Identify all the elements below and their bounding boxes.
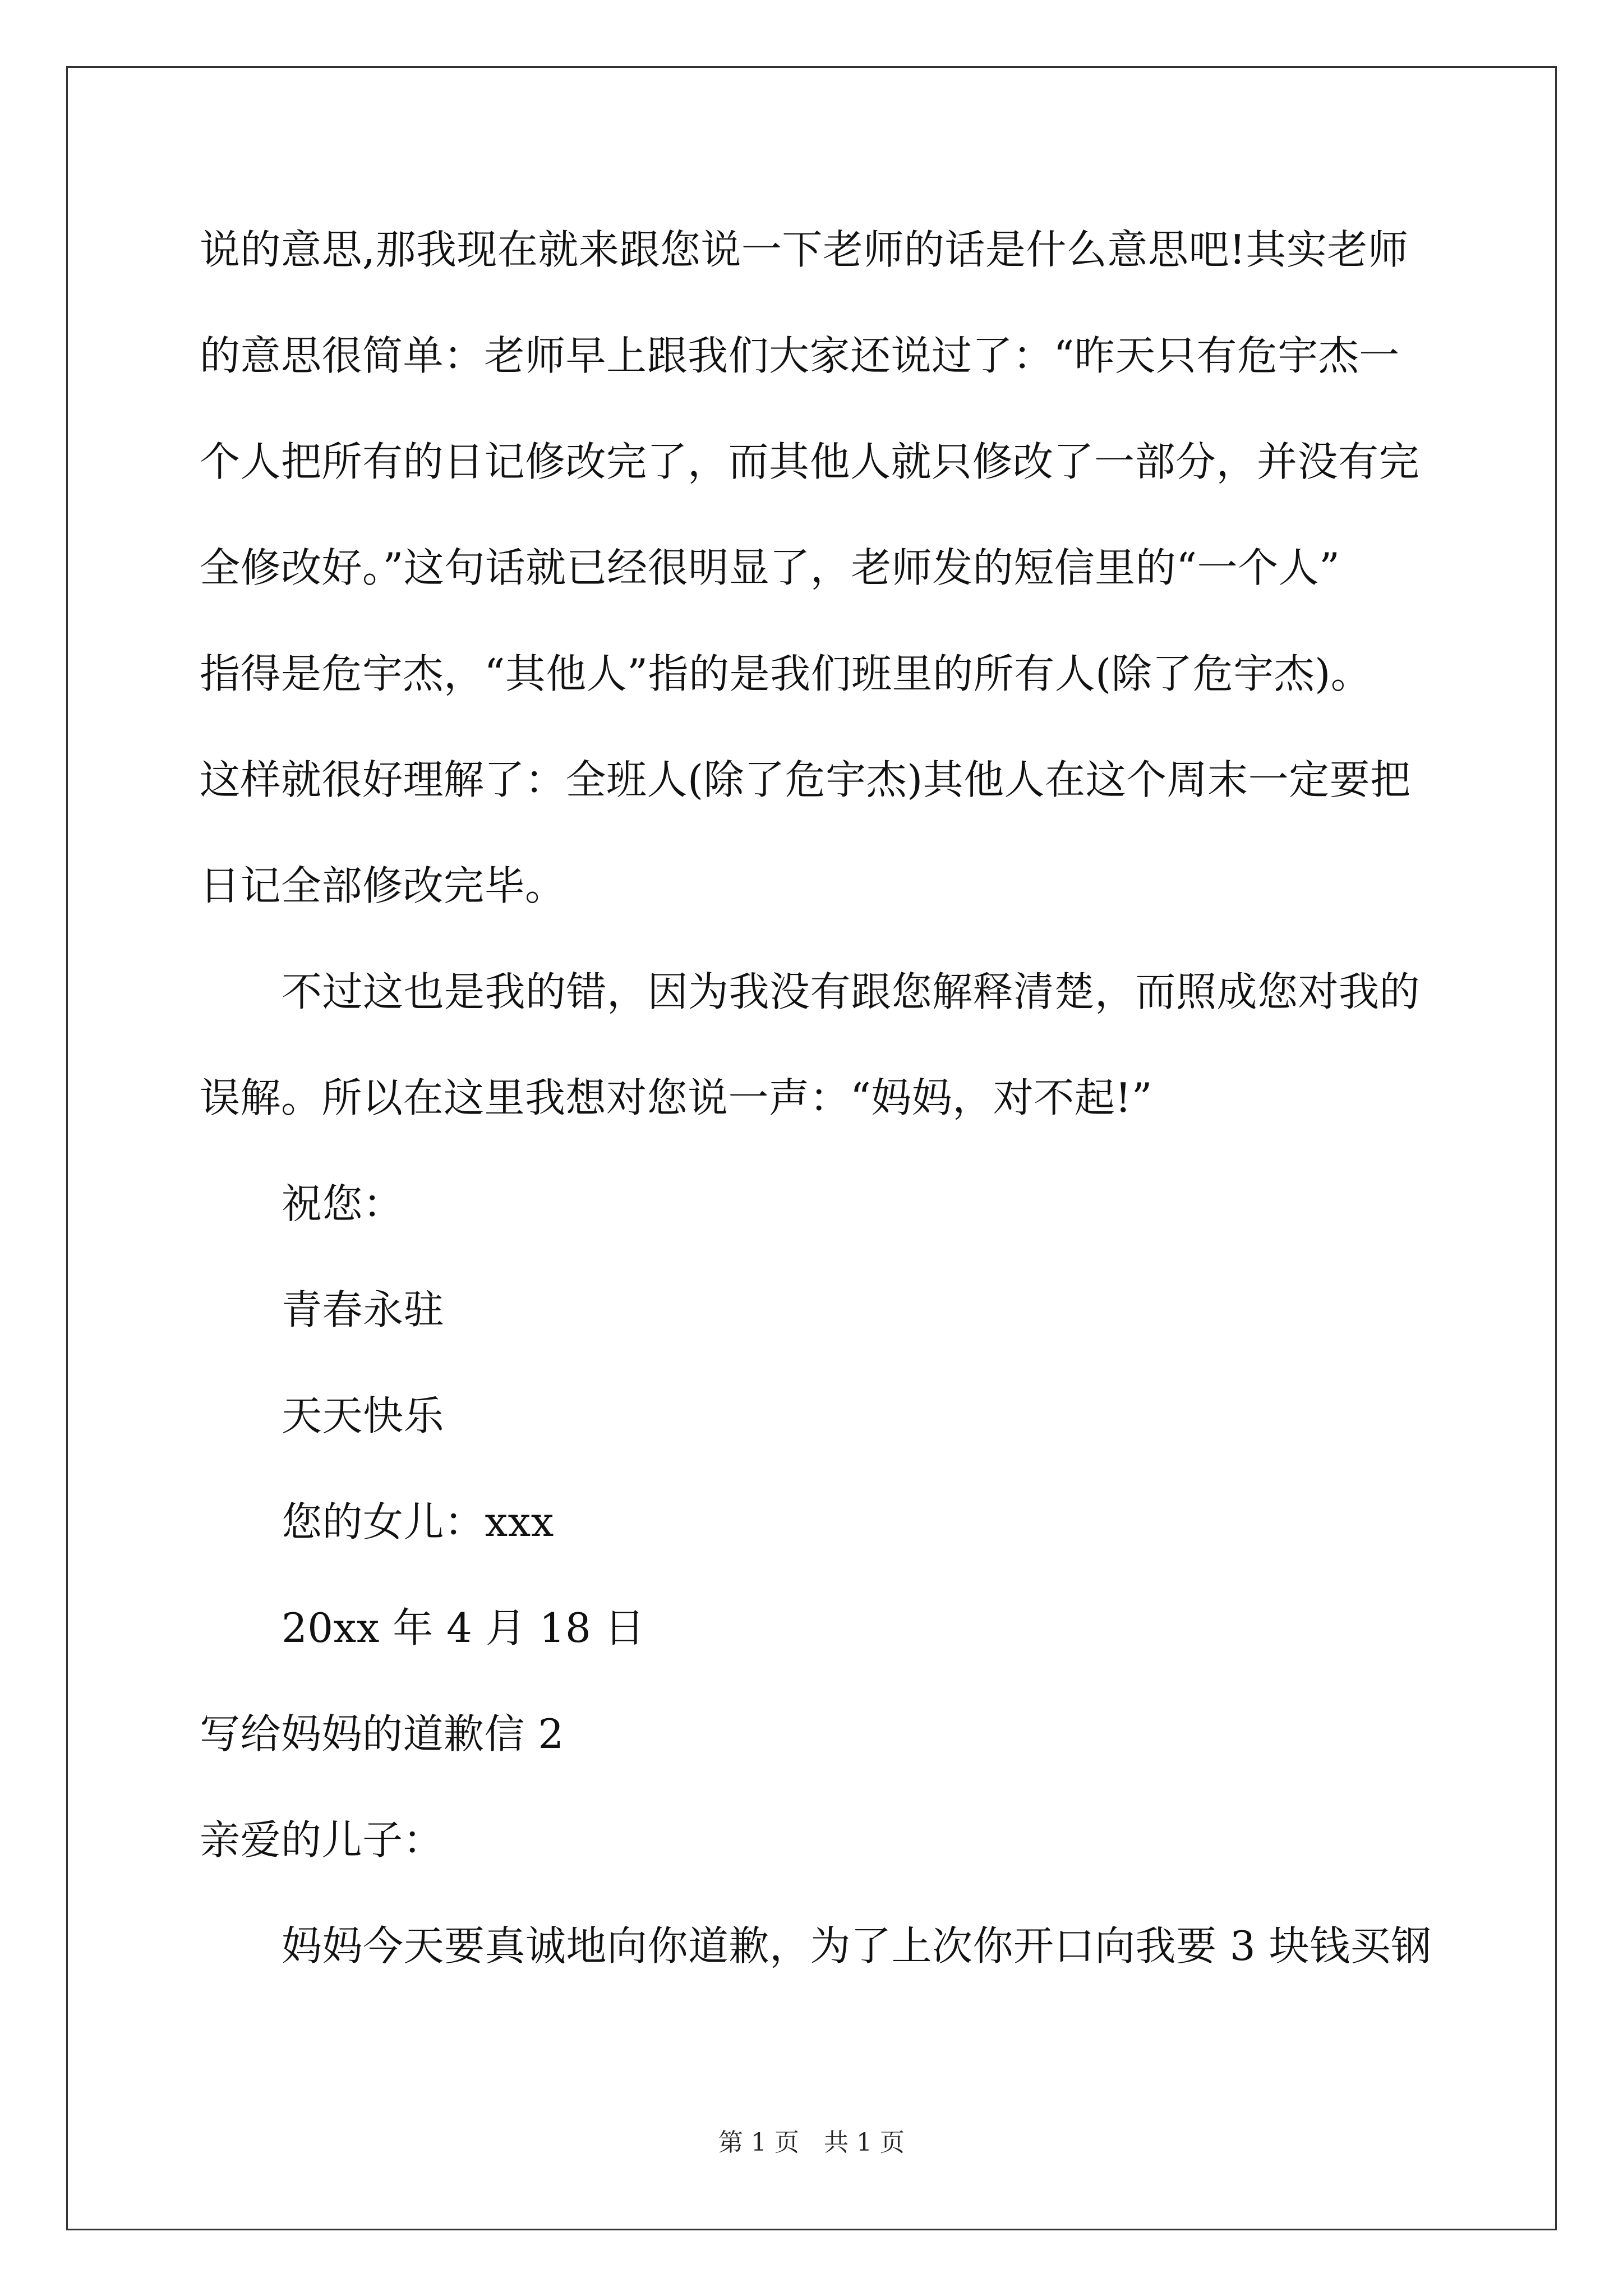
paragraph-start-line: 妈妈今天要真诚地向你道歉，为了上次你开口向我要 3 块钱买钢 bbox=[282, 1922, 1432, 1970]
text-line: 这样就很好理解了：全班人(除了危宇杰)其他人在这个周末一定要把 bbox=[200, 756, 1411, 803]
wish-line: 青春永驻 bbox=[282, 1286, 445, 1333]
text-line: 个人把所有的日记修改完了，而其他人就只修改了一部分，并没有完 bbox=[200, 438, 1420, 485]
page-border bbox=[66, 66, 1557, 2230]
paragraph-start-line: 不过这也是我的错，因为我没有跟您解释清楚，而照成您对我的 bbox=[282, 968, 1421, 1015]
wish-line: 天天快乐 bbox=[282, 1392, 445, 1439]
text-line: 误解。所以在这里我想对您说一声：“妈妈，对不起!” bbox=[200, 1074, 1153, 1121]
section-heading: 写给妈妈的道歉信 2 bbox=[200, 1710, 564, 1757]
text-line: 日记全部修改完毕。 bbox=[200, 862, 566, 909]
salutation-line: 祝您： bbox=[282, 1180, 404, 1227]
page-footer: 第 1 页 共 1 页 bbox=[718, 2128, 905, 2157]
text-line: 全修改好。”这句话就已经很明显了，老师发的短信里的“一个人” bbox=[200, 544, 1340, 591]
text-line: 说的意思,那我现在就来跟您说一下老师的话是什么意思吧!其实老师 bbox=[200, 226, 1409, 273]
signature-line: 您的女儿：xxx bbox=[282, 1498, 554, 1545]
greeting-line: 亲爱的儿子： bbox=[200, 1816, 444, 1864]
text-line: 指得是危宇杰，“其他人”指的是我们班里的所有人(除了危宇杰)。 bbox=[200, 650, 1372, 697]
date-line: 20xx 年 4 月 18 日 bbox=[282, 1604, 645, 1651]
text-line: 的意思很简单：老师早上跟我们大家还说过了：“昨天只有危宇杰一 bbox=[200, 332, 1400, 379]
